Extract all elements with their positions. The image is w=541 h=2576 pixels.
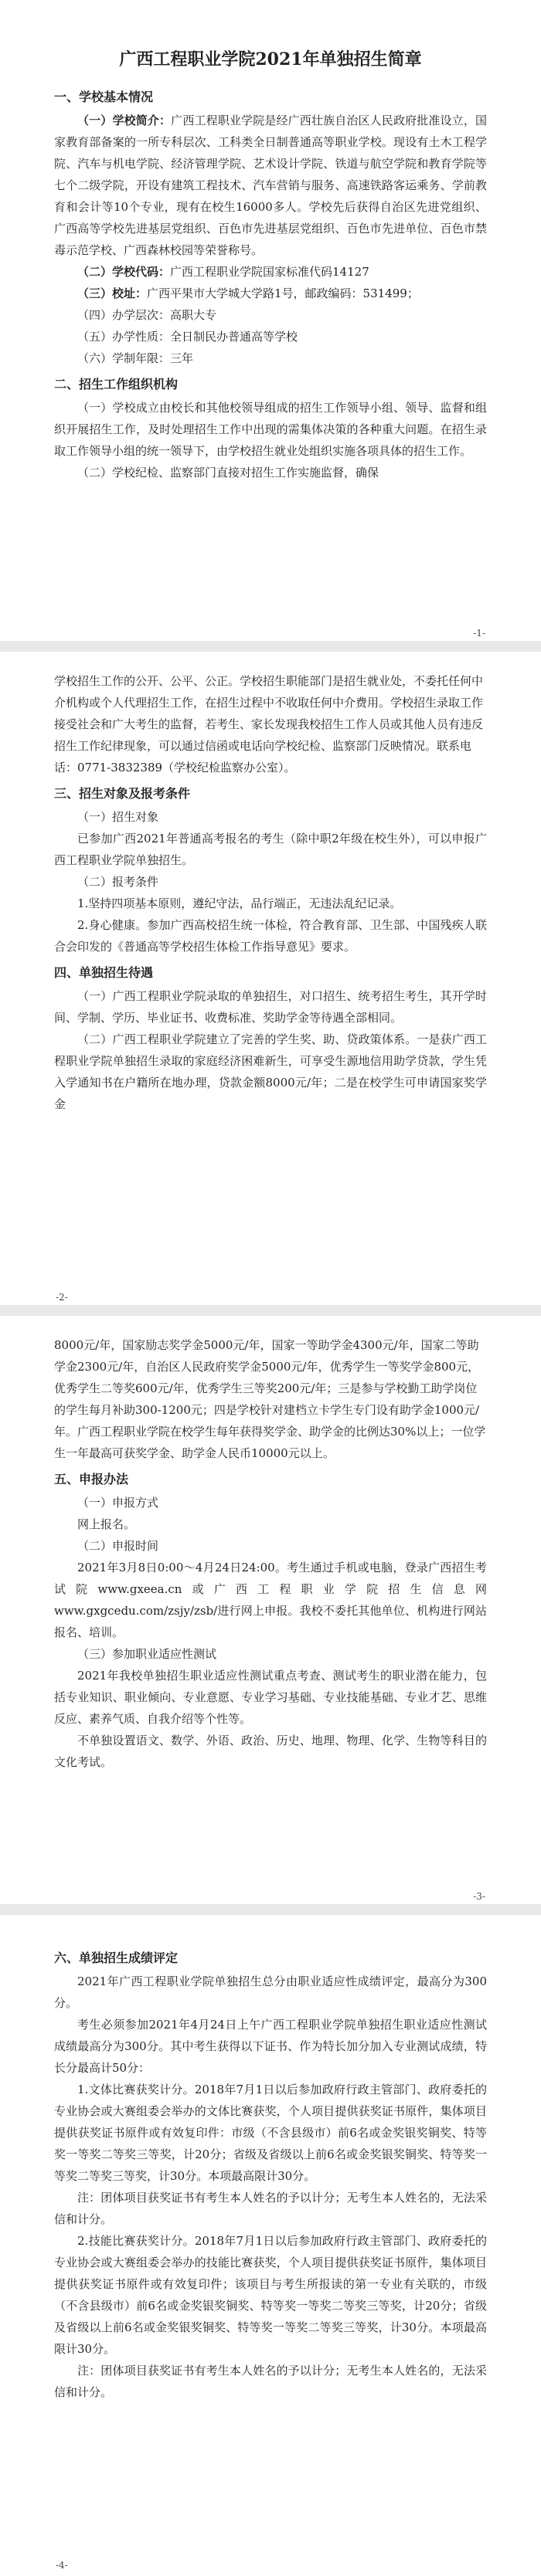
- benefits-paragraph-1: （一）广西工程职业学院录取的单独招生，对口招生、统考招生考生，其开学时间、学制、学历、毕业证书、收费标准、奖助学金等待遇全部相同。: [54, 989, 487, 1025]
- application-no-exam-paragraph: 不单独设置语文、数学、外语、政治、历史、地理、物理、化学、生物等科目的文化考试。: [54, 1734, 487, 1769]
- school-address-value: 广西平果市大学城大学路1号，邮政编码：531499；: [147, 286, 419, 300]
- scoring-paragraph-1: 2021年广西工程职业学院单独招生总分由职业适应性成绩评定，最高分为300分。: [54, 1974, 487, 2010]
- scoring-skill-award: 2.技能比赛获奖计分。2018年7月1日以后参加政府行政主管部门、政府委托的专业协会或大赛组委会举办的技能比赛获奖，个人项目提供获奖证书原件，集体项目提供获奖证书原件或有效复印件；该项目与考生所报读的第一专业有关联的，市级（不含县级市）前6名或金奖银奖铜奖、特等奖一等奖二等奖三等奖，计20分；省级及省级以上前6名或金奖银奖铜奖、特等奖一等奖二等奖三等奖，计30分。本项最高限计30分。: [54, 2234, 487, 2356]
- scoring-note-1: 注：团体项目获奖证书有考生本人姓名的予以计分；无考生本人姓名的，无法采信和计分。: [54, 2191, 487, 2226]
- page-number: -1-: [473, 628, 485, 639]
- scoring-paragraph-2: 考生必须参加2021年4月24日上午广西工程职业学院单独招生职业适应性测试成绩最高分为300分。其中考生获得以下证书、作为特长加分加入专业测试成绩，特长分最高计50分：: [54, 2018, 487, 2075]
- school-intro-paragraph: [54, 110, 487, 261]
- document-page-4: [0, 1915, 541, 2576]
- application-method-paragraph: 网上报名。: [77, 1517, 136, 1531]
- organization-paragraph-1: （一）学校成立由校长和其他校领导组成的招生工作领导小组、领导、监督和组织开展招生工作，及时处理招生工作中出现的需集体决策的各种重大问题。在招生录取工作领导小组的统一领导下，由学校招生就业处组织实施各项具体的招生工作。: [54, 401, 487, 458]
- application-subheading-test: （三）参加职业适应性测试: [77, 1647, 217, 1661]
- page-gap: [0, 1904, 541, 1915]
- page-gap: [0, 1305, 541, 1316]
- scoring-note-2: 注：团体项目获奖证书有考生本人姓名的予以计分；无考生本人姓名的，无法采信和计分。: [54, 2364, 487, 2399]
- eligibility-condition-2: 2.身心健康。参加广西高校招生统一体检，符合教育部、卫生部、中国残疾人联合会印发的《普通高等学校招生体检工作指导意见》要求。: [54, 918, 487, 954]
- school-intro-text: 广西工程职业学院是经广西壮族自治区人民政府批准设立，国家教育部备案的一所专科层次、工科类全日制普通高等职业学校。现设有土木工程学院、汽车与机电学院、经济管理学院、艺术设计学院、铁道与航空学院和教育学院等七个二级学院，开设有建筑工程技术、汽车营销与服务、高速铁路客运乘务、学前教育和会计等10个专业，现有在校生16000多人。学校先后获得自治区先进党组织、广西高等学校先进基层党组织、百色市先进基层党组织、百色市先进单位、百色市禁毒示范学校、广西森林校园等荣誉称号。: [54, 114, 487, 257]
- eligibility-target-paragraph: 已参加广西2021年普通高考报名的考生（除中职2年级在校生外），可以申报广西工程职业学院单独招生。: [54, 832, 487, 867]
- page-number: -3-: [473, 1891, 485, 1902]
- section-heading-eligibility: 三、招生对象及报考条件: [54, 786, 191, 801]
- organization-paragraph-2-cont: 学校招生工作的公开、公平、公正。学校招生职能部门是招生就业处，不委托任何中介机构或个人代理招生工作，在招生过程中不收取任何中介费用。学校招生录取工作接受社会和广大考生的监督，若考生、家长发现我校招生工作人员或其他人员有违反招生工作纪律现象，可以通过信函或电话向学校纪检、监察部门反映情况。联系电话：0771-3832389（学校纪检监察办公室）。: [54, 674, 484, 774]
- application-subheading-method: （一）申报方式: [77, 1496, 159, 1510]
- school-nature-line: （五）办学性质：全日制民办普通高等学校: [77, 330, 298, 344]
- scoring-sports-award: 1.文体比赛获奖计分。2018年7月1日以后参加政府行政主管部门、政府委托的专业协会或大赛组委会举办的文体比赛获奖，个人项目提供获奖证书原件，集体项目提供获奖证书原件或有效复印件：市级（不含县级市）前6名或金奖银奖铜奖、特等奖一等奖二等奖三等奖，计20分；省级及省级以上前6名或金奖银奖铜奖、特等奖一等奖二等奖三等奖，计30分。本项最高限计30分。: [54, 2083, 487, 2183]
- section-heading-application: 五、申报办法: [54, 1472, 129, 1486]
- document-page-3: [0, 1316, 541, 1904]
- school-address-line: [54, 283, 487, 304]
- document-title: 广西工程职业学院2021年单独招生简章: [119, 49, 422, 69]
- document-page-1: [0, 0, 541, 641]
- eligibility-subheading-conditions: （二）报考条件: [77, 875, 159, 889]
- page-number: -4-: [56, 2560, 68, 2571]
- benefits-paragraph-2-start: （二）广西工程职业学院建立了完善的学生奖、助、贷政策体系。一是获广西工程职业学院单独招生录取的家庭经济困难新生，可享受生源地信用助学贷款，学生凭入学通知书在户籍所在地办理，贷款金额8000元/年；二是在校学生可申请国家奖学金: [54, 1032, 487, 1111]
- document-page-2: [0, 652, 541, 1305]
- application-time-paragraph: 2021年3月8日0:00～4月24日24:00。考生通过手机或电脑，登录广西招生考试院www.gxeea.cn或广西工程职业学院招生信息网www.gxgcedu.com/zsjy/zsb/进行网上申报。我校不委托其他单位、机构进行网站报名、培训。: [54, 1561, 487, 1639]
- school-level-line: （四）办学层次：高职大专: [77, 308, 217, 322]
- application-subheading-time: （二）申报时间: [77, 1539, 159, 1553]
- benefits-paragraph-2-cont: 8000元/年，国家励志奖学金5000元/年，国家一等助学金4300元/年，国家二等助学金2300元/年，自治区人民政府奖学金5000元/年，优秀学生一等奖学金800元，优秀学生二等奖600元/年，优秀学生三等奖200元/年；三是参与学校勤工助学岗位的学生每月补助300-1200元；四是学校针对建档立卡学生专门设有助学金1000元/年。广西工程职业学院在校学生每年获得奖学金、助学金的比例达30%以上；一位学生一年最高可获奖学金、助学金人民币10000元以上。: [54, 1338, 486, 1460]
- organization-paragraph-2-start: （二）学校纪检、监察部门直接对招生工作实施监督，确保: [77, 466, 379, 480]
- school-code-line: [54, 261, 487, 283]
- school-years-line: （六）学制年限：三年: [77, 351, 194, 365]
- section-heading-organization: 二、招生工作组织机构: [54, 377, 179, 391]
- section-heading-school-info: 一、学校基本情况: [54, 90, 154, 104]
- section-heading-benefits: 四、单独招生待遇: [54, 965, 154, 980]
- page-gap: [0, 641, 541, 652]
- school-code-value: 广西工程职业学院国家标准代码14127: [170, 265, 369, 279]
- application-test-paragraph: 2021年我校单独招生职业适应性测试重点考查、测试考生的职业潜在能力，包括专业知识、职业倾向、专业意愿、专业学习基础、专业技能基础、专业才艺、思维反应、素养气质、自我介绍等个性等。: [54, 1669, 487, 1726]
- school-intro-label: （一）学校简介：: [77, 114, 172, 127]
- school-address-label: （三）校址：: [77, 286, 148, 300]
- page-number: -2-: [56, 1292, 68, 1303]
- eligibility-subheading-target: （一）招生对象: [77, 810, 159, 824]
- school-code-label: （二）学校代码：: [77, 265, 171, 279]
- section-heading-scoring: 六、单独招生成绩评定: [54, 1951, 179, 1965]
- eligibility-condition-1: 1.坚持四项基本原则，遵纪守法，品行端正，无违法乱纪记录。: [77, 897, 402, 910]
